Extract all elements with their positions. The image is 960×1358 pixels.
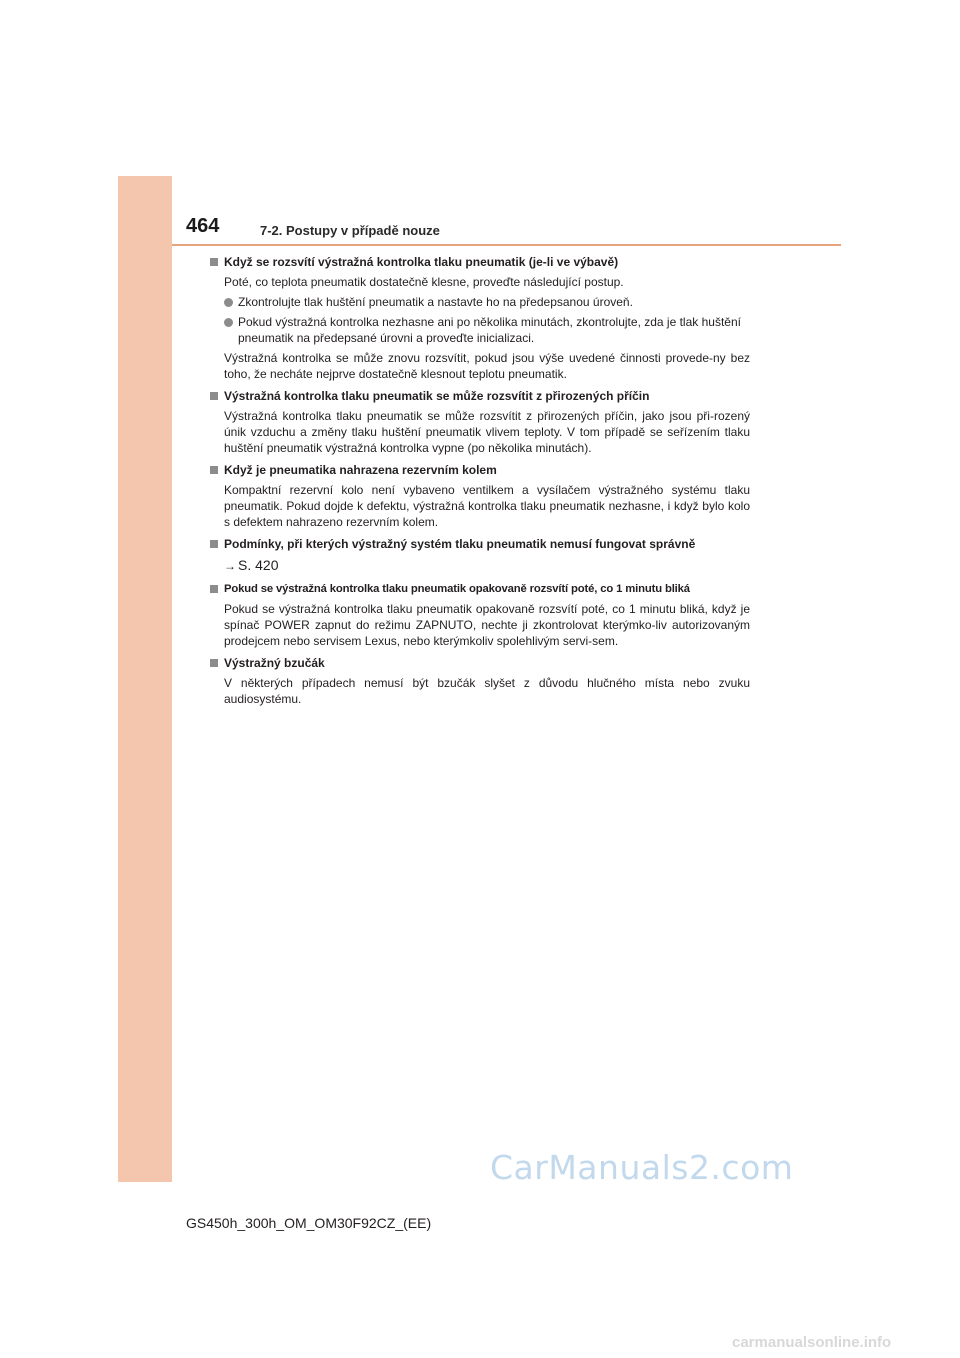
circle-bullet-icon [224, 318, 233, 327]
list-item-text: Zkontrolujte tlak huštění pneumatik a nastavte ho na předepsanou úroveň. [238, 295, 633, 309]
section-title: 7-2. Postupy v případě nouze [260, 223, 440, 238]
circle-bullet-icon [224, 298, 233, 307]
paragraph: Kompaktní rezervní kolo není vybaveno ventilkem a vysílačem výstražného systému tlaku pneumatik. Pokud dojde k defektu, výstražná kontrolka tlaku pneumatik nezhasne, i když bylo kolo s defektem nahrazeno rezervním kolem. [224, 483, 750, 529]
section-heading [210, 581, 750, 597]
square-bullet-icon [210, 659, 218, 667]
paragraph: Pokud se výstražná kontrolka tlaku pneumatik opakovaně rozsvítí poté, co 1 minutu bliká, když je spínač POWER zapnut do režimu ZAPNUTO, nechte ji zkontrolovat kterýmko-liv autorizovaným prodejcem nebo servisem Lexus, nebo kterýmkoliv spolehlivým servi-sem. [224, 602, 750, 648]
section-repeated-blinking [210, 581, 750, 649]
main-content [210, 254, 750, 713]
list-item-text: Pokud výstražná kontrolka nezhasne ani po několika minutách, zkontrolujte, zda je tlak huštění pneumatik na předepsané úrovni a proveďte inicializaci. [238, 315, 741, 345]
header-rule [172, 244, 841, 246]
heading-text: Podmínky, při kterých výstražný systém tlaku pneumatik nemusí fungovat správně [224, 537, 696, 551]
paragraph: V některých případech nemusí být bzučák slyšet z důvodu hlučného místa nebo zvuku audiosystému. [224, 676, 750, 706]
section-heading [210, 462, 750, 478]
section-heading [210, 655, 750, 671]
paragraph: Výstražná kontrolka se může znovu rozsvítit, pokud jsou výše uvedené činnosti provede-ny bez toho, že necháte nejprve dostatečně klesnout teplotu pneumatik. [224, 351, 750, 381]
heading-text: Výstražná kontrolka tlaku pneumatik se může rozsvítit z přirozených příčin [224, 389, 650, 403]
list-item [210, 314, 750, 346]
side-band [118, 176, 172, 1182]
heading-text: Výstražný bzučák [224, 656, 325, 670]
arrow-right-icon: → [224, 559, 236, 573]
square-bullet-icon [210, 540, 218, 548]
heading-text: Když se rozsvítí výstražná kontrolka tlaku pneumatik (je-li ve výbavě) [224, 255, 619, 269]
heading-text: Když je pneumatika nahrazena rezervním kolem [224, 463, 497, 477]
heading-text: Pokud se výstražná kontrolka tlaku pneumatik opakovaně rozsvítí poté, co 1 minutu bliká [224, 583, 690, 595]
watermark-logo: CarManuals2.com [490, 1148, 794, 1187]
square-bullet-icon [210, 466, 218, 474]
section-conditions [210, 536, 750, 575]
paragraph: Výstražná kontrolka tlaku pneumatik se může rozsvítit z přirozených příčin, jako jsou při-rozený únik vzduchu a změny tlaku huštění pneumatik vlivem teploty. V tom případě se seřízením tlaku huštění pneumatik výstražná kontrolka vypne (po několika minutách). [224, 409, 750, 455]
page-number: 464 [186, 215, 220, 237]
paragraph: Poté, co teplota pneumatik dostatečně klesne, proveďte následující postup. [224, 275, 624, 289]
page-reference[interactable] [210, 556, 750, 575]
square-bullet-icon [210, 585, 218, 593]
section-warning-light [210, 254, 750, 382]
square-bullet-icon [210, 392, 218, 400]
page-reference-text[interactable]: S. 420 [238, 557, 279, 573]
square-bullet-icon [210, 258, 218, 266]
list-item [210, 294, 750, 310]
section-spare-wheel [210, 462, 750, 530]
section-heading [210, 388, 750, 404]
section-heading [210, 254, 750, 270]
section-heading [210, 536, 750, 552]
footer-code: GS450h_300h_OM_OM30F92CZ_(EE) [186, 1215, 432, 1231]
section-buzzer [210, 655, 750, 707]
section-natural-causes [210, 388, 750, 456]
site-watermark: carmanualsonline.info [732, 1334, 892, 1351]
